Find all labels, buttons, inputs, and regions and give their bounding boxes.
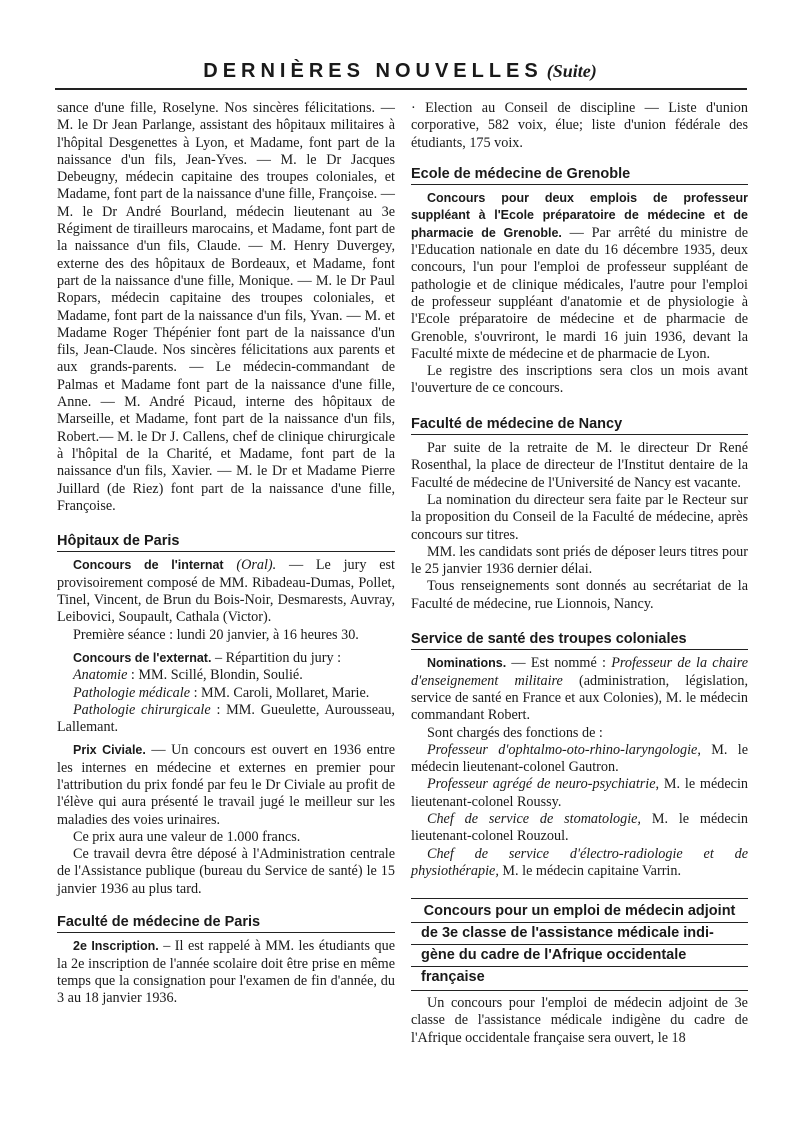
fonction-1-text: , M. le médecin lieutenant-colonel Gautron. — [411, 741, 748, 776]
header-rule — [55, 88, 747, 90]
inscription-text: – Il est rappelé à MM. les étudiants que la 2e inscription de l'année scolaire doit être prise en même temps que la consignation pour l'examen de fin d'année, du 3 au 18 janvier 1936. — [57, 938, 395, 1007]
internat-lead: Concours de l'internat — [73, 558, 224, 573]
section-title-hopitaux: Hôpitaux de Paris — [57, 533, 395, 552]
fonction-1-title: Professeur d'ophtalmo-oto-rhino-laryngologie — [427, 741, 698, 758]
anat-label: Anatomie — [73, 667, 128, 684]
fonction-3-text: M. le médecin lieutenant-colonel Rouzoul. — [411, 810, 748, 845]
header-title: DERNIÈRES NOUVELLES — [203, 60, 543, 82]
inscription-lead: 2e Inscription. — [73, 939, 159, 954]
afrique-paragraph: Un concours pour l'emploi de médecin adjoint de 3e classe de l'assistance médicale indigène du cadre de l'Afrique occidentale française sera ouvert, le 18 — [411, 995, 748, 1046]
internat-seance: Première séance : lundi 20 janvier, à 16 heures 30. — [73, 626, 359, 643]
births-paragraph: sance d'une fille, Roselyne. Nos sincères félicitations. — M. le Dr Jean Parlange, assistant des hôpitaux militaires à l'hôpital Desgenettes à Lyon, et Madame, font part de la naissance d'un fils, Jean-Yves. — M. le Dr Jacques Debeugny, médecin capitaine des troupes coloniales, et Madame, font part de la naissance d'une fille, Françoise. — M. le Dr André Bourland, médecin lieutenant au 3e Régiment de tirailleurs marocains, et Madame, font part de la naissance d'un fils, Claude. — M. Henry Duvergey, externe des des hôpitaux de Bordeaux, et Madame, font part de la naissance d'une fille, Monique. — M. le Dr Paul Ropars, médecin capitaine des troupes coloniales, et Madame, font part de la naissance d'un fils, Yvan. — M. et Madame Roger Thépénier font part de la naissance d'un fils, Jean-Claude. Nos sincères félicitations aux parents et aux grands-parents. — Le médecin-commandant de Palmas et Madame font part de la naissance d'une fille, Anne. — M. André Picaud, interne des hôpitaux de Marseille, et Madame, font part de la naissance d'un fils, Robert.— M. le Dr J. Callens, chef de clinique chirurgicale à l'hôpital de la Charité, et Madame, font part de la naissance d'un fils, Xavier. — M. le Dr et Madame Pierre Juillard (de Riez) font part de la naissance d'une fille, Françoise. — [57, 100, 395, 514]
right-column — [411, 100, 748, 1047]
section-title-grenoble: Ecole de médecine de Grenoble — [411, 166, 748, 185]
afrique-title-line-4: française — [421, 969, 485, 986]
election-paragraph: · Election au Conseil de discipline — Liste d'union corporative, 582 voix, élue; liste d'union fédérale des étudiants, 175 voix. — [411, 100, 748, 151]
civiale-depot: Ce travail devra être déposé à l'Administration centrale de l'Assistance publique (bureau du Service de santé) le 15 janvier 1936 au plus tard. — [57, 846, 395, 897]
patchir-label: Pathologie chirurgicale — [73, 701, 211, 718]
afrique-title-line-3: gène du cadre de l'Afrique occidentale — [411, 945, 748, 967]
grenoble-lead: Concours pour deux emplois de professeur suppléant à l'Ecole préparatoire de médecine et de pharmacie de Grenoble. — [411, 191, 748, 240]
fonction-4-title: Chef de service d'électro-radiologie et de physiothérapie, — [411, 845, 748, 879]
grenoble-text: — Par arrêté du ministre de l'Education nationale en date du 16 décembre 1935, deux concours, l'un pour l'emploi de professeur suppléant de pathologie et de clinique médicales, l'autre pour l'emploi de professeur suppléant d'anatomie et de physiologie à l'Ecole préparatoire de médecine et de pharmacie de Grenoble, s'ouvriront, le mardi 16 juin 1936, devant la Faculté mixte de médecine et de pharmacie de Lyon. — [411, 224, 748, 362]
section-title-colonies: Service de santé des troupes coloniales — [411, 631, 748, 650]
section-title-fac-paris: Faculté de médecine de Paris — [57, 914, 395, 933]
charges-intro: Sont chargés des fonctions de : — [427, 724, 603, 741]
fonction-3-title: Chef de service de stomatologie, — [427, 810, 641, 827]
fonction-2-title: Professeur agrégé de neuro-psychiatrie — [427, 776, 656, 793]
nancy-paragraph-1: Par suite de la retraite de M. le directeur Dr René Rosenthal, la place de directeur de l'Institut dentaire de la Faculté de médecine de l'Université de Nancy est vacante. — [411, 440, 748, 491]
patchir-text: : MM. Gueulette, Aurousseau, Lallemant. — [57, 701, 395, 736]
civiale-lead: Prix Civiale. — [73, 743, 146, 758]
externat-lead: Concours de l'externat. — [73, 650, 212, 665]
page-header — [0, 60, 800, 83]
section-title-nancy: Faculté de médecine de Nancy — [411, 416, 748, 435]
nancy-paragraph-3: MM. les candidats sont priés de déposer leurs titres pour le 25 janvier 1936 dernier délai. — [411, 543, 748, 578]
fonction-2-text: , M. le médecin lieutenant-colonel Roussy. — [411, 776, 748, 810]
fonction-4-text: M. le médecin capitaine Varrin. — [498, 862, 682, 879]
nancy-paragraph-2: La nomination du directeur sera faite par le Recteur sur la proposition du Conseil de la Faculté de médecine, après concours sur titres. — [411, 491, 748, 543]
afrique-title-line-2: de 3e classe de l'assistance médicale indi- — [411, 923, 748, 945]
header-suite: (Suite) — [546, 61, 597, 81]
internat-text: — Le jury est provisoirement composé de MM. Ribadeau-Dumas, Pollet, Tinel, Vincent, de Brun du Bois-Noir, Desmarests, Auvray, Leibovici, Soupault, Cathala (Victor). — [57, 557, 395, 626]
anat-text: : MM. Scillé, Blondin, Soulié. — [127, 667, 303, 684]
internat-oral: (Oral). — [236, 557, 277, 574]
section-title-afrique — [411, 898, 748, 991]
civiale-prix: Ce prix aura une valeur de 1.000 francs. — [73, 828, 301, 845]
nominations-lead: Nominations. — [427, 656, 507, 671]
nominations-chaire: Professeur de la chaire d'enseignement militaire — [411, 655, 748, 689]
grenoble-registre: Le registre des inscriptions sera clos un mois avant l'ouverture de ce concours. — [411, 363, 748, 397]
patmed-text: : MM. Caroli, Mollaret, Marie. — [190, 684, 370, 701]
patmed-label: Pathologie médicale — [73, 684, 191, 701]
left-column — [57, 100, 395, 1008]
afrique-title-line-1: Concours pour un emploi de médecin adjoint — [411, 901, 748, 923]
nominations-text: (administration, législation, service de santé en France et aux Colonies), M. le médecin commandant Robert. — [411, 672, 748, 724]
civiale-text: — Un concours est ouvert en 1936 entre les internes en médecine et externes en premier pour l'attribution du prix fondé par feu le Dr Civiale au profit de l'élève qui aura présenté le travail jugé le meilleur sur les maladies des voies urinaires. — [57, 742, 396, 828]
nancy-paragraph-4: Tous renseignements sont donnés au secrétariat de la Faculté de médecine, rue Lionnois, Nancy. — [411, 578, 748, 612]
externat-text: – Répartition du jury : — [211, 649, 342, 666]
nominations-mid: — Est nommé : — [506, 655, 612, 672]
